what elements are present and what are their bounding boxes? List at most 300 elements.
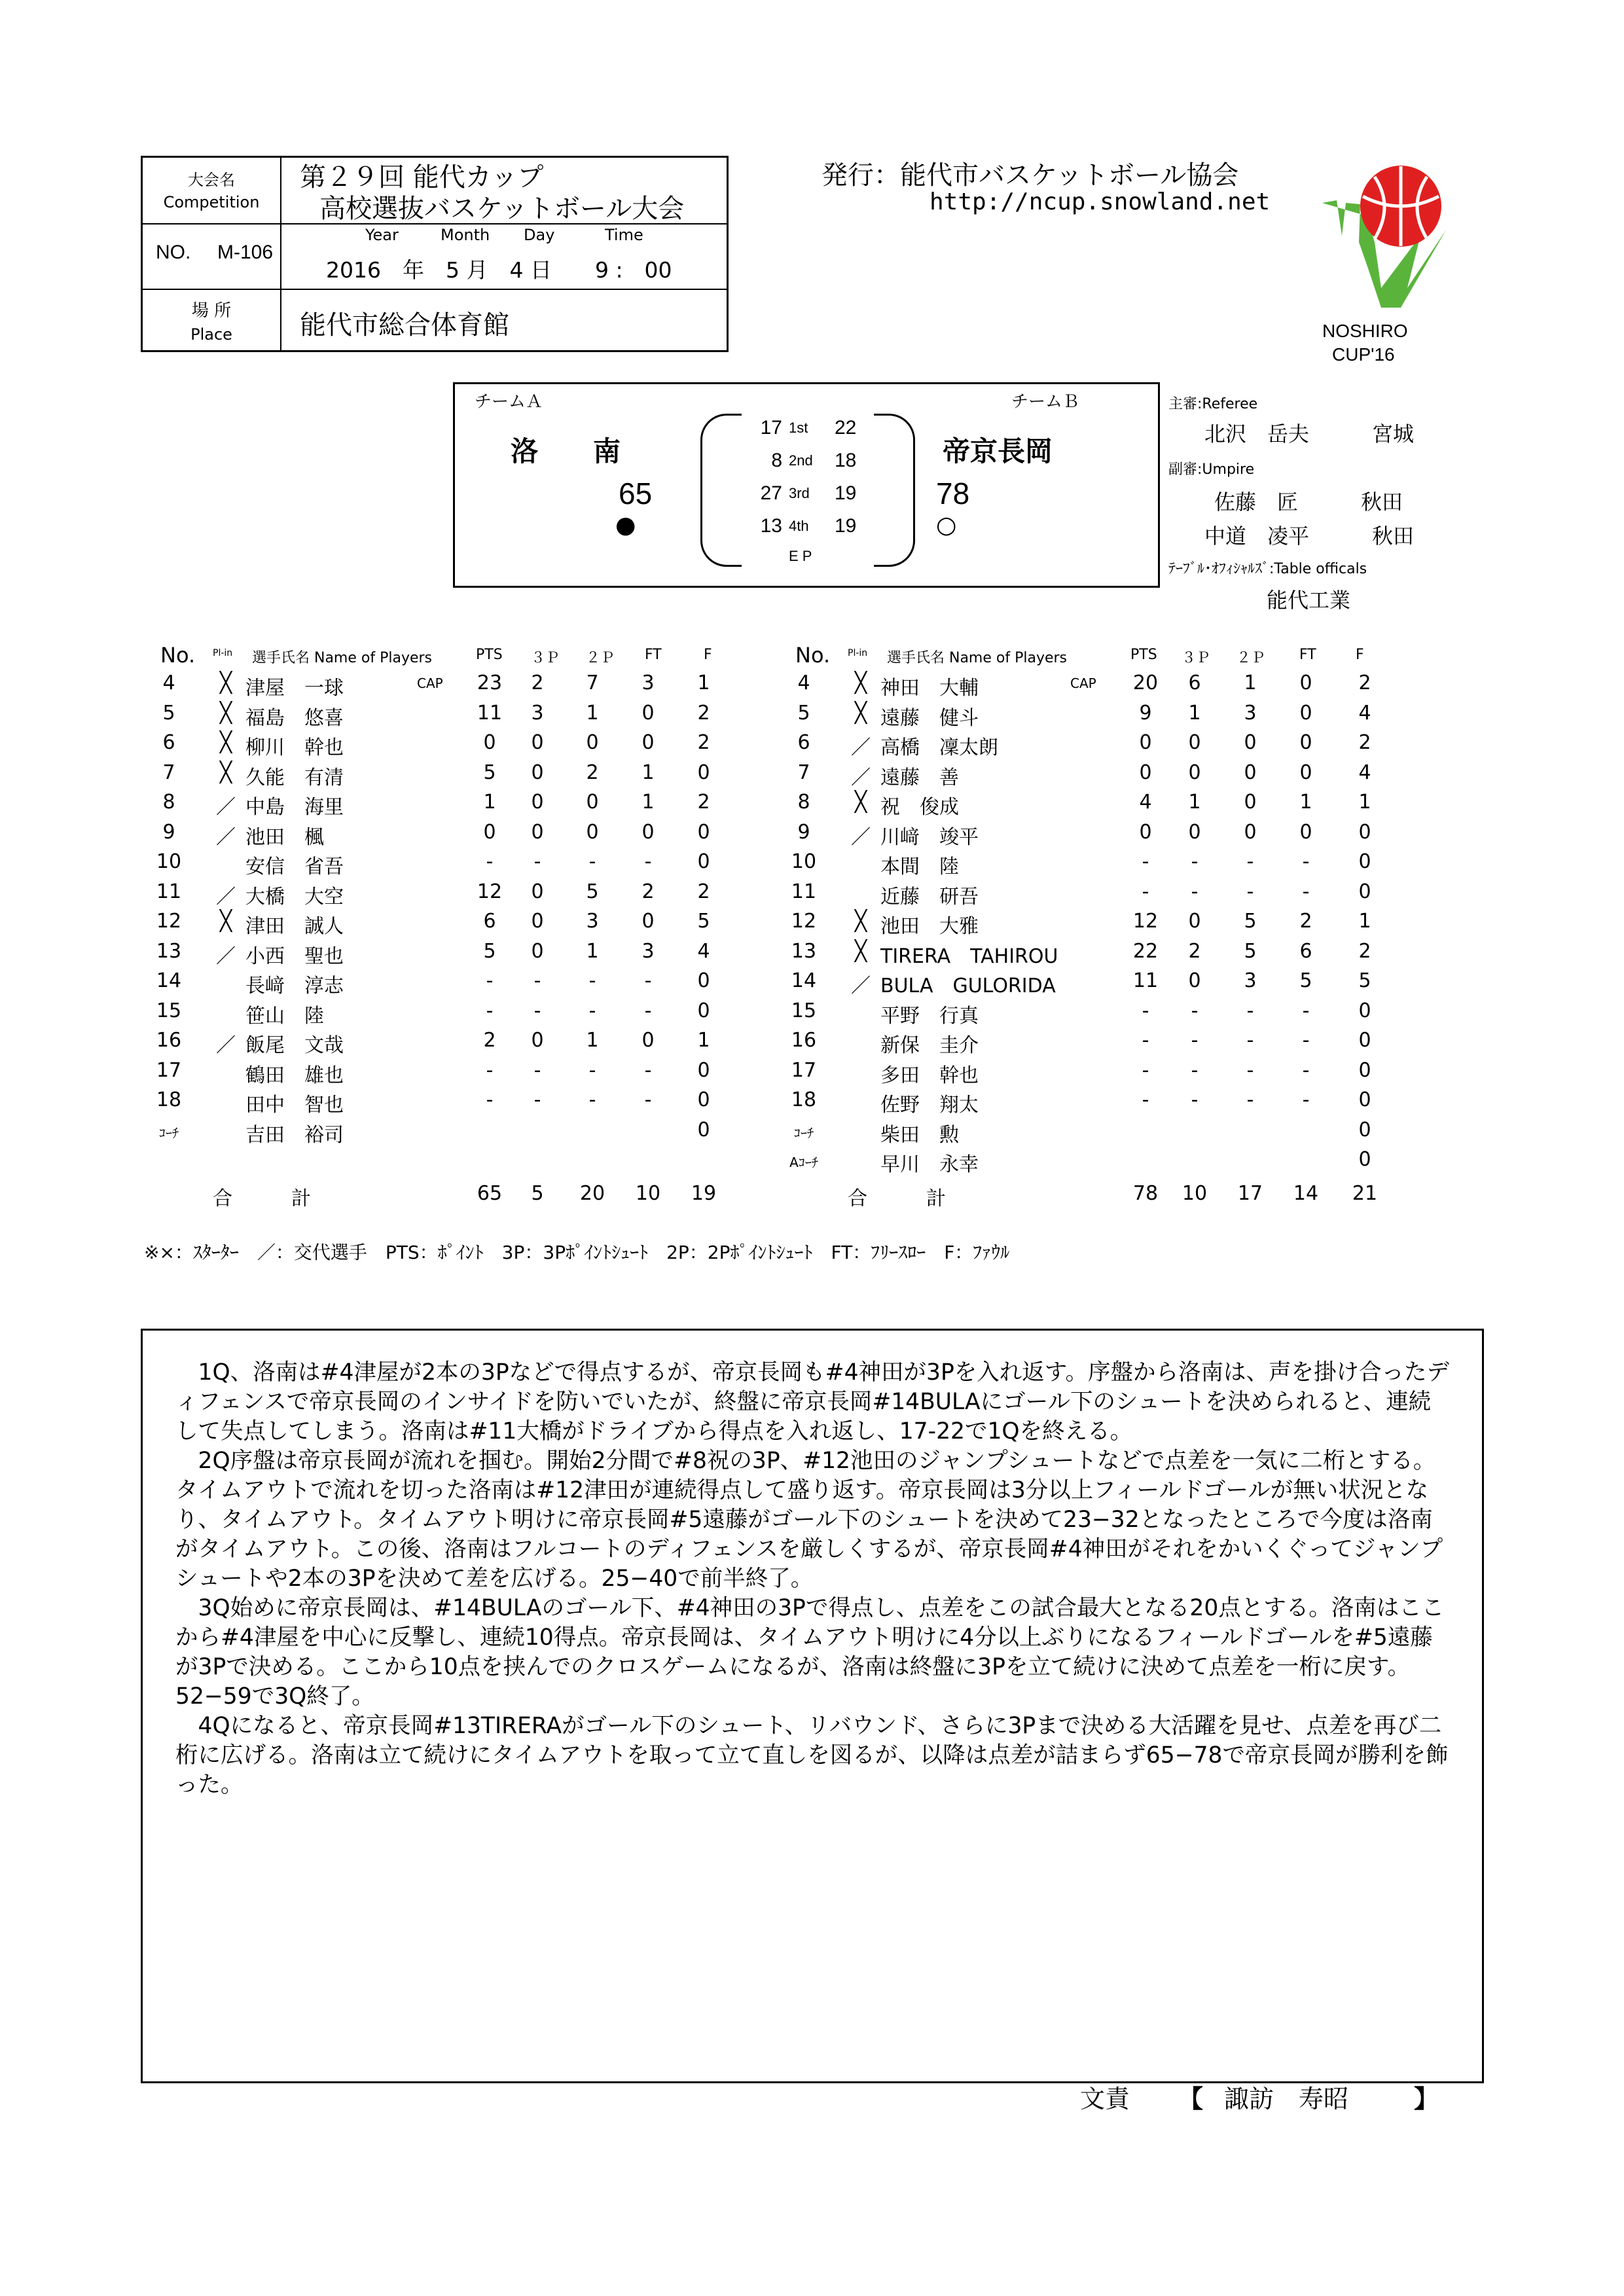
header-3p: ３Ｐ (1182, 650, 1211, 666)
logo-text-cup: CUP'16 (1332, 344, 1395, 365)
player-3p: 3 (531, 701, 544, 725)
player-ft: 0 (641, 1029, 655, 1052)
player-3p: 0 (531, 791, 544, 814)
player-fouls: 0 (697, 969, 710, 992)
player-3p: 0 (1188, 820, 1201, 844)
player-number: 5 (162, 701, 175, 725)
player-number: 8 (797, 791, 810, 814)
report-paragraph-2q: 2Q序盤は帝京長岡が流れを掴む。開始2分間で#8祝の3P、#12池田のジャンプシュートなどで点差を一気に二桁とする。タイムアウトで流れを切った洛南は#12津田が連続得点して盛り返す。帝京長岡は3分以上フィールドゴールが無い状況となり、タイムアウト。タイムアウト明けに帝京長岡#5遠藤がゴール下のシュートを決めて23−32となったところで今度は洛南がタイムアウト。この後、洛南はフルコートのディフェンスを厳しくするが、帝京長岡#4神田がそれをかいくぐってジャンプシュートや2本の3Pを決めて差を広げる。25−40で前半終了。 (175, 1448, 1443, 1592)
player-2p: - (588, 999, 596, 1022)
header-plin: Pl-in (848, 648, 868, 658)
period-2-label: 2nd (789, 452, 813, 469)
publisher-line: 発行：能代市バスケットボール協会 (821, 160, 1239, 190)
player-name: 平野 行真 (880, 1004, 979, 1028)
player-row (791, 850, 1384, 880)
player-row (160, 761, 736, 791)
player-2p: 1 (1244, 672, 1257, 694)
player-name: 吉田 裕司 (245, 1123, 344, 1147)
player-2p: - (1246, 880, 1254, 903)
player-ft: 1 (641, 761, 655, 784)
header-2p: ２Ｐ (1236, 650, 1266, 666)
date-line: 2016 年 5 月 4 日 9 : 00 (326, 257, 672, 283)
player-row (160, 702, 736, 732)
player-fouls: 1 (1358, 791, 1371, 814)
player-status-mark: ╳ (854, 701, 867, 725)
player-3p: 2 (531, 672, 544, 694)
player-row (795, 702, 1384, 732)
player-status-mark: ╳ (219, 761, 232, 784)
player-ft: - (644, 850, 652, 873)
player-3p: - (1191, 999, 1199, 1022)
author-bracket-close: 】 (1414, 2085, 1439, 2113)
player-name: 祝 俊成 (880, 796, 959, 819)
place-value: 能代市総合体育館 (300, 310, 509, 340)
player-number: 10 (791, 850, 817, 873)
player-number: ｺｰﾁ (159, 1124, 179, 1141)
player-row (795, 791, 1384, 821)
table-officials-label: ﾃｰﾌﾞﾙ･ｵﾌｨｼｬﾙｽﾞ:Table officals (1168, 561, 1367, 577)
player-3p: - (1191, 1058, 1199, 1082)
player-status-mark: ╳ (219, 910, 232, 933)
player-row (156, 1029, 736, 1059)
player-number: 5 (797, 701, 810, 725)
period-4-b: 19 (835, 515, 857, 537)
player-row (795, 761, 1384, 791)
player-3p: - (1191, 850, 1199, 873)
player-ft: - (644, 969, 652, 992)
player-3p: 0 (531, 731, 544, 754)
player-fouls: 0 (1358, 1118, 1371, 1141)
player-2p: - (1246, 999, 1254, 1022)
player-pts: 0 (1139, 820, 1152, 844)
report-paragraph-3q: 3Q始めに帝京長岡は、#14BULAのゴール下、#4神田の3Pで得点し、点差をこの試合最大となる20点とする。洛南はここから#4津屋を中心に反撃し、連続10得点。帝京長岡は、タイムアウト明けに4分以上ぶりになるフィールドゴールを#5遠藤が3Pで決める。ここから10点を挟んでのクロスゲームになるが、洛南は終盤に3Pを立て続けに決めて点差を一桁に戻す。52−59で3Q終了。 (175, 1595, 1445, 1710)
period-3-label: 3rd (789, 485, 810, 501)
total-ft: 14 (1293, 1181, 1319, 1205)
player-name: 中島 海里 (245, 796, 344, 819)
player-ft: 0 (641, 910, 655, 933)
player-pts: 4 (1139, 791, 1152, 814)
player-status-mark: ／ (851, 766, 871, 789)
player-fouls: 0 (1358, 1148, 1371, 1171)
player-2p: - (588, 850, 596, 873)
player-number: 17 (156, 1058, 182, 1082)
player-status-mark: ╳ (219, 672, 232, 694)
player-fouls: 4 (1358, 761, 1371, 784)
score-box (453, 382, 1160, 588)
player-fouls: 0 (697, 1088, 710, 1111)
player-name: 遠藤 健斗 (880, 706, 979, 730)
player-number: 7 (797, 761, 810, 784)
player-name: 柳川 幹也 (245, 736, 344, 759)
total-3p: 5 (531, 1181, 544, 1205)
total-pts: 65 (477, 1181, 503, 1205)
player-number: 12 (156, 910, 182, 933)
player-pts: 0 (1139, 761, 1152, 784)
player-ft: 0 (1299, 701, 1312, 725)
player-3p: - (1191, 1088, 1199, 1111)
player-row (160, 672, 736, 702)
player-ft: - (644, 999, 652, 1022)
player-ft: 6 (1299, 939, 1312, 963)
player-row (791, 1058, 1384, 1089)
player-ft: - (1302, 880, 1310, 903)
player-ft: 0 (1299, 820, 1312, 844)
player-fouls: 5 (1358, 969, 1371, 992)
date-header-month: Month (441, 226, 490, 244)
player-number: 11 (156, 880, 182, 903)
total-2p: 20 (579, 1181, 605, 1205)
player-3p: 0 (1188, 969, 1201, 992)
player-pts: - (486, 999, 494, 1022)
total-ft: 10 (635, 1181, 661, 1205)
player-name: 池田 大雅 (880, 915, 979, 938)
player-2p: 3 (1244, 701, 1257, 725)
player-ft: - (1302, 850, 1310, 873)
player-fouls: 0 (697, 999, 710, 1022)
player-pts: 11 (477, 701, 503, 725)
player-row (156, 999, 736, 1030)
header-name: 選手氏名 Name of Players (887, 650, 1068, 666)
player-ft: - (644, 1088, 652, 1111)
player-row (156, 939, 736, 970)
player-2p: 3 (586, 910, 599, 933)
player-fouls: 2 (1358, 672, 1371, 694)
player-number: 8 (162, 791, 175, 814)
ep-label: E P (789, 548, 812, 564)
place-label-ja: 場 所 (191, 301, 232, 321)
player-2p: 0 (586, 820, 599, 844)
player-ft: - (1302, 999, 1310, 1022)
captain-tag: CAP (1070, 675, 1096, 691)
player-fouls: 4 (697, 939, 710, 963)
player-row (791, 999, 1384, 1030)
player-fouls: 0 (1358, 820, 1371, 844)
player-row (795, 731, 1384, 761)
team-a-result-mark: ● (615, 512, 636, 539)
team-a-name: 洛 南 (511, 435, 621, 467)
player-name: 久能 有清 (245, 766, 344, 789)
author-name: 諏訪 寿昭 (1224, 2085, 1349, 2113)
player-pts: 22 (1132, 939, 1159, 963)
player-status-mark: ╳ (854, 910, 867, 933)
player-fouls: 0 (1358, 1029, 1371, 1052)
player-name: 津田 誠人 (245, 915, 344, 938)
player-pts: 9 (1139, 701, 1152, 725)
team-b-total: 78 (936, 476, 970, 511)
player-name: 福島 悠喜 (245, 706, 344, 730)
player-name: 本間 陸 (880, 855, 959, 878)
player-ft: - (1302, 1029, 1310, 1052)
player-number: 17 (791, 1058, 817, 1082)
team-b-player-table (789, 641, 1384, 1211)
player-number: 18 (791, 1088, 817, 1111)
player-status-mark: ／ (216, 944, 236, 968)
player-fouls: 2 (1358, 731, 1371, 754)
player-fouls: 1 (1358, 910, 1371, 933)
player-3p: 0 (1188, 761, 1201, 784)
player-number: 6 (162, 731, 175, 754)
player-row (791, 1029, 1384, 1059)
player-pts: 2 (483, 1029, 496, 1052)
player-2p: - (1246, 1029, 1254, 1052)
player-fouls: 2 (697, 791, 710, 814)
player-row (795, 821, 1384, 851)
header-no: No. (160, 643, 196, 668)
date-header-day: Day (524, 226, 555, 244)
player-2p: 5 (1244, 939, 1257, 963)
player-3p: 1 (1188, 701, 1201, 725)
player-2p: 0 (1244, 731, 1257, 754)
player-pts: 0 (1139, 731, 1152, 754)
team-a-player-table (156, 641, 736, 1211)
player-name: BULA GULORIDA (880, 975, 1056, 997)
player-number: 9 (162, 820, 175, 844)
no-value: M-106 (217, 242, 274, 263)
competition-title-line1: 第２９回 能代カップ (300, 162, 544, 192)
player-fouls: 0 (697, 850, 710, 873)
header-ft: FT (1299, 647, 1316, 663)
player-2p: 1 (586, 701, 599, 725)
player-fouls: 0 (697, 1058, 710, 1082)
player-2p: - (1246, 1058, 1254, 1082)
player-number: 14 (156, 969, 182, 992)
total-fouls: 19 (691, 1181, 717, 1205)
player-number: 13 (791, 939, 817, 963)
period-1-a: 17 (760, 417, 782, 439)
player-2p: 0 (1244, 820, 1257, 844)
period-1-label: 1st (789, 420, 808, 436)
player-2p: 0 (586, 791, 599, 814)
player-number: 4 (162, 672, 175, 694)
table-officials-value: 能代工業 (1267, 588, 1351, 613)
player-row (160, 1119, 736, 1149)
player-ft: - (644, 1058, 652, 1082)
team-b-result-mark: ○ (936, 512, 957, 539)
total-3p: 10 (1182, 1181, 1208, 1205)
total-2p: 17 (1237, 1181, 1263, 1205)
period-4-label: 4th (789, 518, 809, 534)
player-3p: - (1191, 880, 1199, 903)
player-number: 13 (156, 939, 182, 963)
player-row (156, 1058, 736, 1089)
player-row (156, 910, 736, 940)
game-report-text (175, 1358, 1452, 1800)
player-number: 16 (791, 1029, 817, 1052)
player-3p: - (533, 850, 541, 873)
player-pts: 0 (483, 820, 496, 844)
player-fouls: 0 (1358, 1088, 1371, 1111)
player-name: 飯尾 文哉 (245, 1034, 344, 1057)
player-2p: 0 (586, 731, 599, 754)
player-number: 18 (156, 1088, 182, 1111)
header-no: No. (795, 643, 831, 668)
player-number: 4 (797, 672, 810, 694)
player-ft: 0 (1299, 761, 1312, 784)
player-fouls: 1 (697, 672, 710, 694)
period-2-a: 8 (771, 450, 782, 471)
player-number: 6 (797, 731, 810, 754)
period-bracket-left (700, 414, 742, 567)
player-status-mark: ╳ (854, 791, 867, 814)
player-number: 9 (797, 820, 810, 844)
player-number: Aｺｰﾁ (789, 1155, 818, 1170)
referee-label: 主審:Referee (1168, 396, 1258, 412)
player-pts: - (1142, 880, 1149, 903)
player-row (791, 969, 1384, 999)
date-header-year: Year (365, 226, 399, 244)
player-row (791, 910, 1384, 940)
player-3p: - (533, 1058, 541, 1082)
player-pts: 23 (477, 672, 503, 694)
player-row (160, 821, 736, 851)
header-3p: ３Ｐ (531, 650, 560, 666)
period-scores (736, 417, 880, 574)
player-2p: 0 (1244, 791, 1257, 814)
player-fouls: 0 (697, 1118, 710, 1141)
player-ft: - (1302, 1088, 1310, 1111)
competition-label-en: Competition (163, 193, 260, 211)
team-b-name: 帝京長岡 (943, 435, 1053, 467)
player-status-mark: ╳ (219, 701, 232, 725)
report-paragraph-4q: 4Qになると、帝京長岡#13TIRERAがゴール下のシュート、リバウンド、さらに3Pまで決める大活躍を見せ、点差を再び二桁に広げる。洛南は立て続けにタイムアウトを取って立て直しを図るが、以降は点差が詰まらず65−78で帝京長岡が勝利を飾った。 (175, 1713, 1449, 1798)
player-ft: 5 (1299, 969, 1312, 992)
player-ft: 3 (641, 672, 655, 694)
player-ft: 0 (1299, 731, 1312, 754)
player-2p: 5 (586, 880, 599, 903)
period-4-a: 13 (760, 515, 782, 537)
total-fouls: 21 (1352, 1181, 1378, 1205)
player-pts: - (1142, 1029, 1149, 1052)
player-row (156, 1088, 736, 1119)
report-paragraph-1q: 1Q、洛南は#4津屋が2本の3Pなどで得点するが、帝京長岡も#4神田が3Pを入れ返す。序盤から洛南は、声を掛け合ったディフェンスで帝京長岡のインサイドを防いでいたが、終盤に帝京長岡#14BULAにゴール下のシュートを決められると、連続して失点してしまう。洛南は#11大橋がドライブから得点を入れ返し、17-22で1Qを終える。 (175, 1359, 1450, 1444)
player-row (791, 939, 1384, 970)
player-2p: 3 (1244, 969, 1257, 992)
player-status-mark: ／ (216, 1034, 236, 1057)
player-number: 10 (156, 850, 182, 873)
author-bracket-open: 【 (1178, 2085, 1204, 2113)
player-fouls: 0 (1358, 880, 1371, 903)
player-number: 7 (162, 761, 175, 784)
player-name: 池田 楓 (245, 825, 324, 849)
player-number: 11 (791, 880, 817, 903)
player-ft: 0 (641, 820, 655, 844)
period-2-b: 18 (835, 450, 857, 471)
player-3p: 0 (531, 939, 544, 963)
header-f: F (704, 647, 712, 663)
player-fouls: 4 (1358, 701, 1371, 725)
player-2p: 2 (586, 761, 599, 784)
player-pts: 11 (1132, 969, 1159, 992)
player-row (791, 880, 1384, 910)
player-name: 鶴田 雄也 (245, 1064, 344, 1087)
player-ft: 1 (1299, 791, 1312, 814)
player-3p: 0 (531, 761, 544, 784)
player-pts: - (486, 1058, 494, 1082)
player-pts: 0 (483, 731, 496, 754)
team-a-total: 65 (619, 476, 653, 511)
player-3p: 6 (1188, 672, 1201, 694)
player-status-mark: ／ (851, 825, 871, 849)
player-pts: 6 (483, 910, 496, 933)
player-3p: - (533, 969, 541, 992)
competition-label-ja: 大会名 (188, 171, 235, 189)
player-name: 笹山 陸 (245, 1004, 324, 1028)
total-label: 合 計 (848, 1187, 946, 1210)
noshiro-cup-logo (1303, 157, 1460, 367)
player-name: 大橋 大空 (245, 885, 344, 908)
logo-text-noshiro: NOSHIRO (1322, 321, 1408, 341)
player-name: 田中 智也 (245, 1094, 344, 1117)
player-row (160, 731, 736, 761)
player-pts: - (1142, 1058, 1149, 1082)
team-a-label: チームＡ (475, 392, 543, 412)
player-ft: 1 (641, 791, 655, 814)
player-ft: 0 (641, 701, 655, 725)
place-label-en: Place (190, 325, 232, 344)
player-3p: 0 (1188, 731, 1201, 754)
player-fouls: 0 (1358, 850, 1371, 873)
player-pts: - (486, 969, 494, 992)
player-row (789, 1148, 1384, 1178)
player-3p: 0 (1188, 910, 1201, 933)
player-pts: 1 (483, 791, 496, 814)
player-fouls: 0 (697, 820, 710, 844)
player-2p: - (588, 969, 596, 992)
player-2p: 1 (586, 939, 599, 963)
player-status-mark: ／ (216, 796, 236, 819)
player-name: 川﨑 竣平 (880, 825, 979, 849)
player-pts: - (486, 850, 494, 873)
player-number: 12 (791, 910, 817, 933)
player-row (160, 791, 736, 821)
umpire-label: 副審:Umpire (1168, 461, 1255, 478)
player-row (156, 969, 736, 999)
player-3p: - (1191, 1029, 1199, 1052)
header-2p: ２Ｐ (586, 650, 615, 666)
player-ft: 3 (641, 939, 655, 963)
player-pts: - (486, 1088, 494, 1111)
player-fouls: 2 (697, 880, 710, 903)
player-3p: 0 (531, 820, 544, 844)
player-3p: - (533, 1088, 541, 1111)
player-name: 柴田 勲 (880, 1123, 959, 1147)
player-name: 小西 聖也 (245, 944, 344, 968)
player-pts: 12 (477, 880, 503, 903)
game-report-box (141, 1329, 1484, 2083)
player-name: 神田 大輔 (880, 677, 979, 700)
header-plin: Pl-in (213, 648, 233, 658)
total-row (795, 1182, 1384, 1212)
header-f: F (1356, 647, 1364, 663)
player-2p: - (588, 1058, 596, 1082)
player-3p: - (533, 999, 541, 1022)
player-name: 多田 幹也 (880, 1064, 979, 1087)
umpire-2-name: 中道 凌平 秋田 (1204, 524, 1415, 548)
competition-title-line2: 高校選抜バスケットボール大会 (319, 194, 685, 224)
total-label: 合 計 (213, 1187, 311, 1210)
player-fouls: 0 (697, 761, 710, 784)
header-pts: PTS (1130, 647, 1157, 663)
player-3p: 0 (531, 910, 544, 933)
player-pts: 5 (483, 939, 496, 963)
referee-name: 北沢 岳夫 宮城 (1204, 422, 1415, 446)
player-name: 遠藤 善 (880, 766, 959, 789)
player-name: 高橋 凜太朗 (880, 736, 998, 759)
no-label: NO. (156, 242, 191, 263)
player-row (791, 1088, 1384, 1119)
captain-tag: CAP (417, 675, 443, 691)
player-name: 津屋 一球 (245, 677, 344, 700)
